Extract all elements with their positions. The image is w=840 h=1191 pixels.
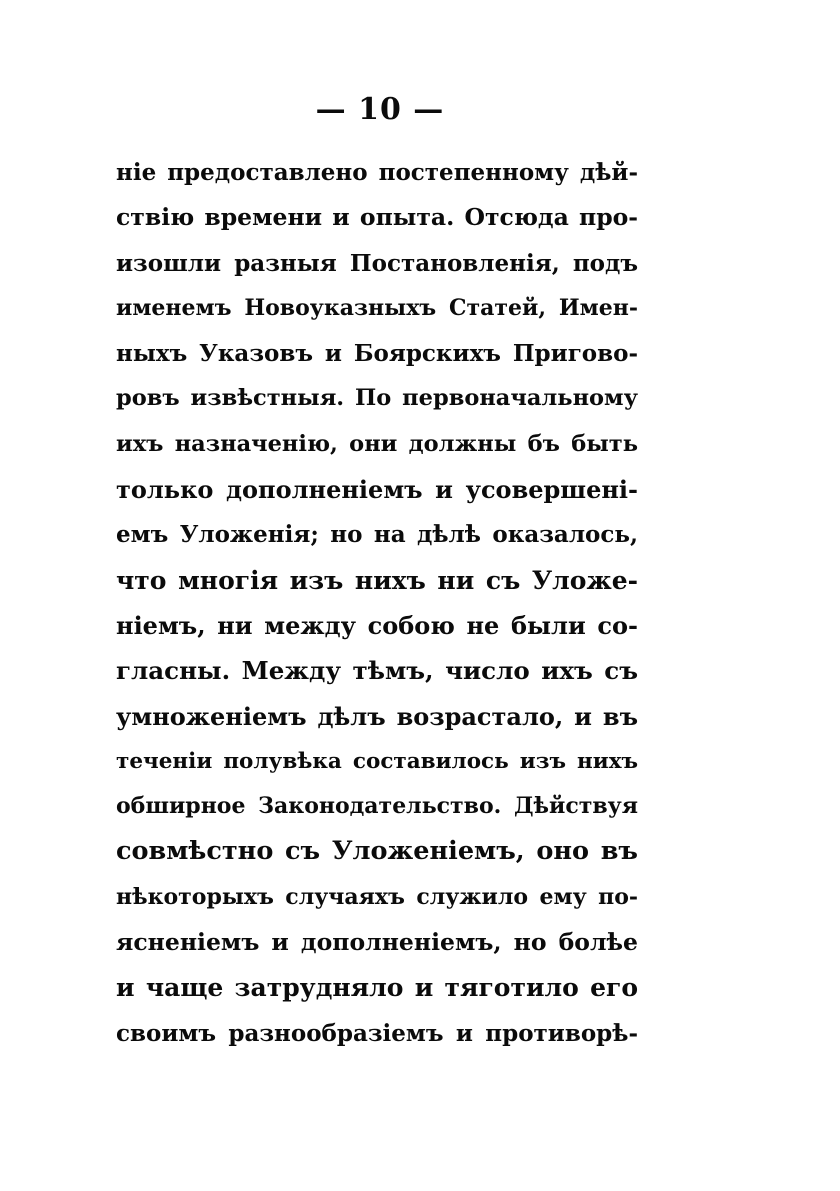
text-line: именемъ Новоуказныхъ Статей, Имен- xyxy=(116,294,638,321)
text-line: ствію времени и опыта. Отсюда про- xyxy=(116,203,639,232)
page-number: — 10 — xyxy=(315,92,445,127)
text-line: ніе предоставлено постепенному дѣй- xyxy=(116,159,638,186)
text-line: нѣкоторыхъ случаяхъ служило ему по- xyxy=(116,883,638,910)
text-line: гласны. Между тѣмъ, число ихъ съ xyxy=(116,656,638,686)
text-line: теченіи полувѣка составилось изъ нихъ xyxy=(116,748,638,774)
text-line: своимъ разнообразіемъ и противорѣ- xyxy=(116,1019,638,1047)
text-line: обширное Законодательство. Дѣйствуя xyxy=(116,793,638,820)
text-line: умноженіемъ дѣлъ возрастало, и въ xyxy=(116,701,638,731)
text-line: ныхъ Указовъ и Боярскихъ Пригово- xyxy=(116,340,638,368)
text-line: емъ Уложенія; но на дѣлѣ оказалось, xyxy=(116,521,638,549)
text-line: ихъ назначенію, они должны бъ быть xyxy=(116,430,638,457)
body-text xyxy=(116,150,638,1056)
text-line: и чаще затрудняло и тяготило его xyxy=(116,973,638,1003)
text-line: что многія изъ нихъ ни съ Уложе- xyxy=(116,565,638,595)
text-line: ніемъ, ни между собою не были со- xyxy=(116,610,638,640)
text-line: изошли разныя Постановленія, подъ xyxy=(116,249,638,277)
text-line: ясненіемъ и дополненіемъ, но болѣе xyxy=(116,928,638,957)
text-line: ровъ извѣстныя. По первоначальному xyxy=(116,385,638,412)
text-line: только дополненіемъ и усовершені- xyxy=(116,475,638,505)
text-line: совмѣстно съ Уложеніемъ, оно въ xyxy=(116,836,638,867)
